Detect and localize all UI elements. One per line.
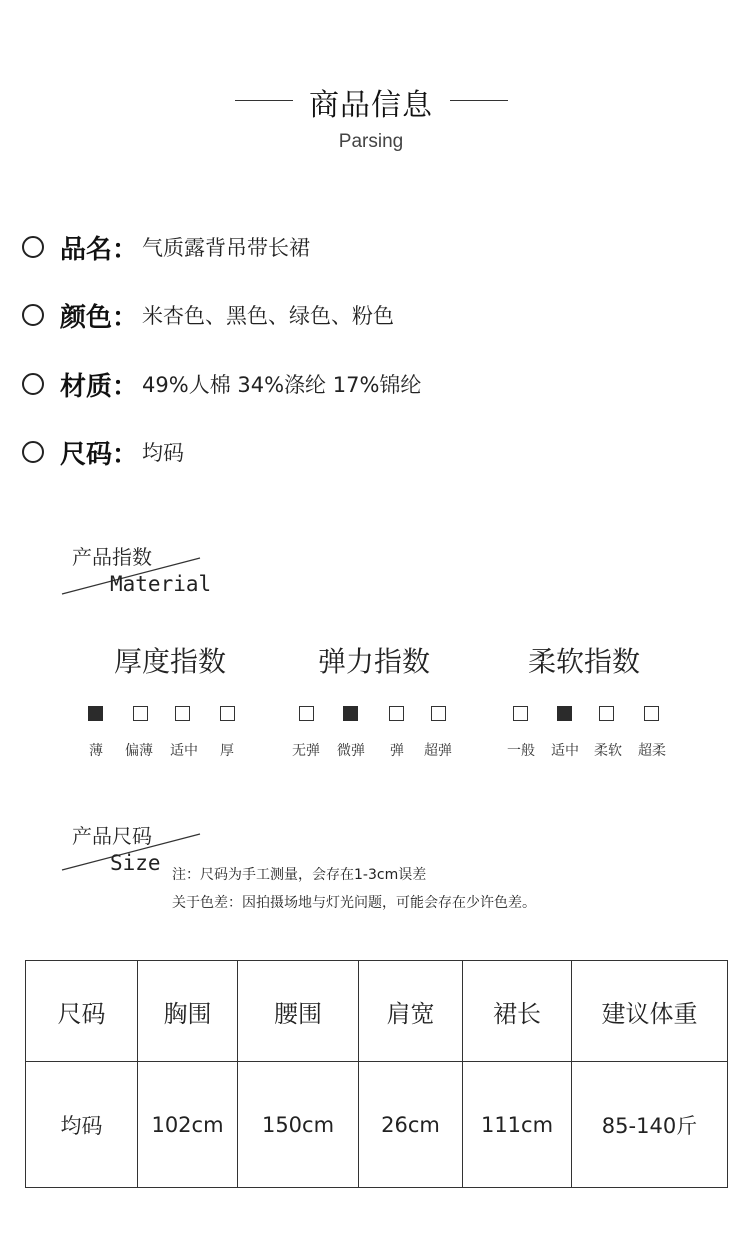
elasticity-index bbox=[279, 640, 469, 759]
thickness-index bbox=[75, 640, 265, 759]
size-table bbox=[25, 960, 728, 1188]
info-value: 气质露背吊带长裙 bbox=[142, 236, 311, 260]
size-tag-en: Size bbox=[110, 851, 161, 875]
index-checkbox bbox=[431, 706, 446, 721]
index-checkbox bbox=[389, 706, 404, 721]
circle-bullet-icon bbox=[22, 441, 44, 463]
index-checkbox bbox=[133, 706, 148, 721]
info-row-name bbox=[22, 229, 310, 265]
index-checkbox bbox=[220, 706, 235, 721]
circle-bullet-icon bbox=[22, 304, 44, 326]
color-note: 关于色差：因拍摄场地与灯光问题，可能会存在少许色差。 bbox=[172, 895, 536, 911]
material-tag-cn: 产品指数 bbox=[72, 545, 152, 569]
table-cell: 85-140斤 bbox=[572, 1062, 728, 1188]
index-option: 适中 bbox=[170, 743, 198, 759]
table-header-cell: 腰围 bbox=[238, 961, 359, 1062]
table-header-cell: 尺码 bbox=[26, 961, 138, 1062]
table-header-row bbox=[26, 961, 728, 1062]
circle-bullet-icon bbox=[22, 236, 44, 258]
info-value: 49%人棉 34%涤纶 17%锦纶 bbox=[142, 373, 422, 397]
page-subtitle: Parsing bbox=[338, 131, 404, 152]
index-checkbox bbox=[513, 706, 528, 721]
index-option: 无弹 bbox=[292, 743, 320, 759]
page-title: 商品信息 bbox=[309, 88, 433, 123]
material-tag-en: Material bbox=[110, 572, 212, 596]
index-option: 适中 bbox=[551, 743, 579, 759]
info-colon: ： bbox=[112, 234, 139, 265]
index-title: 柔软指数 bbox=[527, 645, 640, 678]
index-option: 厚 bbox=[220, 743, 234, 759]
info-label: 材质 bbox=[60, 371, 113, 402]
info-row-color bbox=[22, 297, 394, 333]
softness-index bbox=[489, 640, 679, 759]
index-title: 弹力指数 bbox=[317, 645, 430, 678]
table-row bbox=[26, 1062, 728, 1188]
info-value: 均码 bbox=[142, 441, 185, 465]
index-checkbox bbox=[299, 706, 314, 721]
info-value: 米杏色、黑色、绿色、粉色 bbox=[142, 304, 395, 328]
table-cell: 102cm bbox=[138, 1062, 238, 1188]
table-cell: 26cm bbox=[359, 1062, 463, 1188]
index-option: 薄 bbox=[89, 743, 103, 759]
index-option: 柔软 bbox=[594, 743, 622, 759]
circle-bullet-icon bbox=[22, 373, 44, 395]
index-option: 微弹 bbox=[337, 743, 365, 759]
index-option: 超柔 bbox=[638, 743, 666, 759]
measure-note: 注：尺码为手工测量，会存在1-3cm误差 bbox=[172, 867, 427, 883]
index-option: 超弹 bbox=[424, 743, 452, 759]
title-rule-right bbox=[450, 100, 508, 101]
table-header-cell: 肩宽 bbox=[359, 961, 463, 1062]
table-cell: 均码 bbox=[26, 1062, 138, 1188]
info-label: 尺码 bbox=[60, 439, 113, 470]
index-option: 偏薄 bbox=[125, 743, 153, 759]
size-tag-cn: 产品尺码 bbox=[72, 824, 152, 848]
info-row-size bbox=[22, 434, 184, 470]
index-option: 弹 bbox=[390, 743, 404, 759]
info-label: 品名 bbox=[60, 234, 113, 265]
info-colon: ： bbox=[112, 439, 139, 470]
table-cell: 150cm bbox=[238, 1062, 359, 1188]
index-checkbox bbox=[644, 706, 659, 721]
table-cell: 111cm bbox=[463, 1062, 572, 1188]
index-checkbox bbox=[88, 706, 103, 721]
table-header-cell: 胸围 bbox=[138, 961, 238, 1062]
table-header-cell: 裙长 bbox=[463, 961, 572, 1062]
table-header-cell: 建议体重 bbox=[572, 961, 728, 1062]
index-checkbox bbox=[175, 706, 190, 721]
index-checkbox bbox=[343, 706, 358, 721]
info-label: 颜色 bbox=[60, 302, 113, 333]
index-checkbox bbox=[557, 706, 572, 721]
info-colon: ： bbox=[112, 302, 139, 333]
index-title: 厚度指数 bbox=[113, 645, 226, 678]
index-option: 一般 bbox=[507, 743, 535, 759]
info-row-material bbox=[22, 366, 421, 402]
info-colon: ： bbox=[112, 371, 139, 402]
index-checkbox bbox=[599, 706, 614, 721]
